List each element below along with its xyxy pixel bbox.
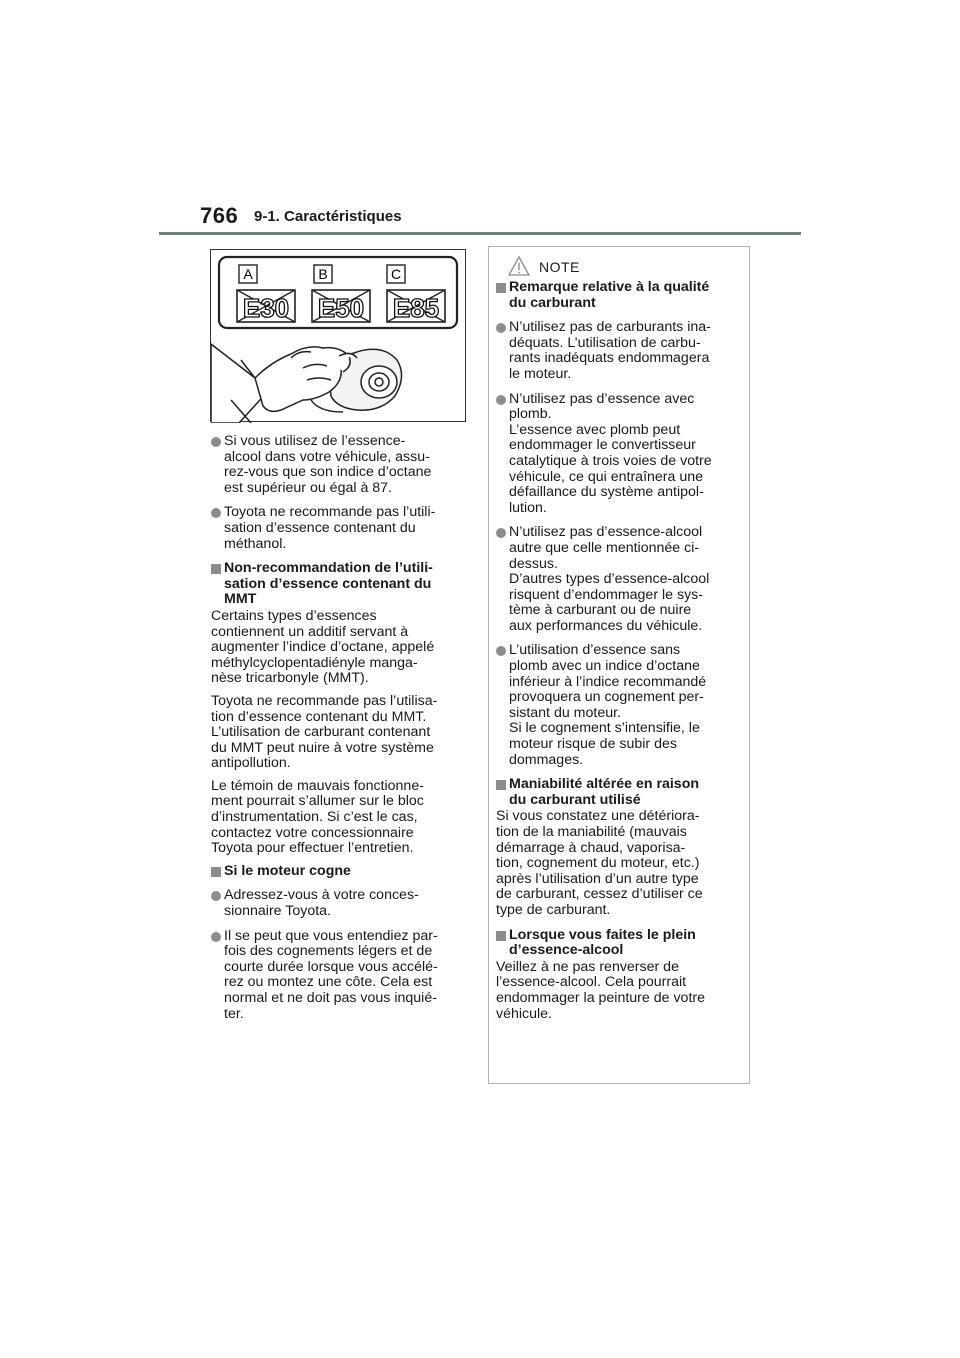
heading-fill — [496, 928, 746, 959]
text-line: contiennent un additif servant à — [211, 623, 409, 640]
square-bullet-icon — [211, 564, 221, 574]
fuel-label-e85: E85 — [392, 293, 440, 323]
list-item — [211, 888, 469, 919]
bullet-icon — [211, 508, 221, 518]
text-line: de carburant, cessez d’utiliser ce — [496, 886, 703, 903]
fuel-box-e50 — [312, 290, 370, 323]
text-line: rez-vous que son indice d’octane — [224, 464, 432, 481]
marker-c-text: C — [390, 266, 402, 282]
marker-a-text: A — [243, 266, 253, 282]
text-line: autre que celle mentionnée ci- — [509, 539, 700, 556]
text-line: N’utilisez pas d’essence avec — [509, 390, 695, 407]
fuel-box-e30 — [237, 290, 295, 323]
paragraph — [211, 694, 469, 772]
text-line: plomb. — [509, 406, 552, 423]
fuel-label-e30: E30 — [242, 293, 290, 323]
fuel-label-illustration — [210, 249, 466, 422]
heading-drive — [496, 777, 746, 808]
bullet-icon — [211, 437, 221, 447]
text-line: Adressez-vous à votre conces- — [224, 887, 419, 904]
text-line: tion de la maniabilité (mauvais — [496, 824, 687, 840]
text-line: Si le moteur cogne — [224, 862, 351, 879]
text-line: Lorsque vous faites le plein — [509, 926, 696, 943]
text-line: Il se peut que vous entendiez par- — [224, 927, 438, 944]
text-line: Si vous constatez une détériora- — [496, 808, 700, 825]
fuel-label-e50: E50 — [317, 293, 365, 323]
text-line: L’utilisation de carburant contenant — [211, 724, 431, 741]
text-line: Veillez à ne pas renverser de — [496, 958, 679, 975]
text-line: Toyota ne recommande pas l’utili- — [224, 504, 436, 521]
text-line: est supérieur ou égal à 87. — [224, 479, 392, 496]
text-line: du MMT peut nuire à votre système — [211, 739, 434, 756]
text-line: véhicule. — [496, 1005, 552, 1022]
text-line: D’autres types d’essence-alcool — [509, 571, 710, 588]
text-line: augmenter l’indice d’octane, appelé — [211, 639, 435, 656]
text-line: N’utilisez pas d’essence-alcool — [509, 524, 703, 541]
text-line: Toyota ne recommande pas l’utilisa- — [211, 692, 438, 709]
list-item — [496, 525, 746, 634]
text-line: plomb avec un indice d’octane — [509, 658, 700, 675]
text-line: tème à carburant ou de nuire — [509, 602, 692, 619]
list-item — [211, 929, 469, 1023]
left-column — [211, 434, 469, 1031]
bullet-icon — [496, 395, 506, 405]
text-line: Si le cognement s’intensifie, le — [509, 720, 700, 737]
text-line: ment pourrait s’allumer sur le bloc — [211, 793, 424, 810]
text-line: Certains types d’essences — [211, 607, 377, 624]
bullet-icon — [496, 528, 506, 538]
header-rule — [159, 232, 801, 235]
bullet-icon — [211, 932, 221, 942]
text-line: Non-recommandation de l’utili- — [224, 560, 433, 577]
text-line: ter. — [224, 1005, 244, 1022]
text-line: lution. — [509, 499, 547, 516]
list-item — [496, 643, 746, 768]
text-line: dommages. — [509, 751, 584, 768]
marker-b-text: B — [318, 266, 328, 282]
text-line: endommager le convertisseur — [509, 437, 696, 454]
paragraph — [211, 779, 469, 857]
text-line: normal et ne doit pas vous inquié- — [224, 990, 437, 1006]
text-line: du carburant utilisé — [509, 791, 641, 808]
fuel-filler-illustration — [211, 250, 467, 423]
text-line: risquent d’endommager le sys- — [509, 586, 703, 603]
text-line: méthylcyclopentadiényle manga- — [211, 654, 418, 671]
text-line: courte durée lorsque vous accélé- — [224, 958, 438, 975]
list-item — [211, 505, 469, 552]
text-line: L’essence avec plomb peut — [509, 421, 681, 438]
paragraph — [496, 809, 746, 918]
text-line: type de carburant. — [496, 901, 611, 918]
square-bullet-icon — [496, 780, 506, 790]
text-line: rez ou montez une côte. Cela est — [224, 974, 433, 991]
text-line: inférieur à l’indice recommandé — [509, 673, 707, 690]
text-line: sation d’essence contenant du — [224, 575, 432, 592]
text-line: démarrage à chaud, vaporisa- — [496, 839, 686, 856]
text-line: après l’utilisation d’un autre type — [496, 870, 699, 887]
text-line: aux performances du véhicule. — [509, 617, 703, 634]
bullet-icon — [496, 323, 506, 333]
text-line: véhicule, ce qui entraînera une — [509, 468, 704, 485]
text-line: du carburant — [509, 294, 596, 311]
warning-triangle-icon — [508, 256, 530, 276]
text-line: Si vous utilisez de l’essence- — [224, 433, 406, 449]
text-line: tion, cognement du moteur, etc.) — [496, 855, 700, 872]
text-line: sation d’essence contenant du — [224, 519, 416, 536]
text-line: l’essence-alcool. Cela pourrait — [496, 974, 687, 991]
text-line: dessus. — [509, 555, 558, 572]
list-item — [496, 392, 746, 517]
text-line: Maniabilité altérée en raison — [509, 776, 700, 793]
fuel-box-e85 — [387, 290, 445, 323]
text-line: sistant du moteur. — [509, 704, 621, 721]
text-line: provoquera un cognement per- — [509, 689, 704, 706]
text-line: rants inadéquats endommagera — [509, 350, 710, 367]
heading-mmt — [211, 561, 469, 608]
heading-quality — [496, 280, 746, 311]
bullet-icon — [496, 646, 506, 656]
text-line: MMT — [224, 591, 257, 608]
text-line: sionnaire Toyota. — [224, 903, 332, 920]
paragraph — [211, 609, 469, 687]
text-line: le moteur. — [509, 365, 572, 382]
page-number: 766 — [200, 203, 239, 228]
text-line: défaillance du système antipol- — [509, 484, 704, 501]
text-line: catalytique à trois voies de votre — [509, 452, 712, 469]
text-line: N’utilisez pas de carburants ina- — [509, 319, 711, 336]
bullet-icon — [211, 891, 221, 901]
text-line: tion d’essence contenant du MMT. — [211, 708, 427, 725]
note-content — [496, 280, 746, 1029]
text-line: antipollution. — [211, 755, 291, 772]
text-line: d’instrumentation. Si c’est le cas, — [211, 809, 418, 826]
text-line: méthanol. — [224, 535, 287, 552]
text-line: endommager la peinture de votre — [496, 989, 705, 1006]
text-line: déquats. L’utilisation de carbu- — [509, 334, 701, 351]
text-line: Le témoin de mauvais fonctionne- — [211, 777, 424, 794]
heading-cogne — [211, 864, 469, 880]
text-line: Remarque relative à la qualité — [509, 279, 710, 295]
square-bullet-icon — [211, 867, 221, 877]
square-bullet-icon — [496, 931, 506, 941]
text-line: L’utilisation d’essence sans — [509, 642, 681, 659]
text-line: fois des cognements légers et de — [224, 943, 433, 960]
text-line: moteur risque de subir des — [509, 736, 677, 753]
text-line: contactez votre concessionnaire — [211, 824, 414, 841]
text-line: nèse tricarbonyle (MMT). — [211, 670, 369, 687]
note-label: NOTE — [539, 259, 580, 275]
list-item — [211, 434, 469, 496]
paragraph — [496, 960, 746, 1022]
section-title: 9-1. Caractéristiques — [254, 208, 402, 225]
list-item — [496, 320, 746, 382]
text-line: d’essence-alcool — [509, 942, 624, 959]
square-bullet-icon — [496, 283, 506, 293]
text-line: Toyota pour effectuer l’entretien. — [211, 840, 414, 857]
note-header — [489, 255, 749, 279]
text-line: alcool dans votre véhicule, assu- — [224, 448, 430, 465]
